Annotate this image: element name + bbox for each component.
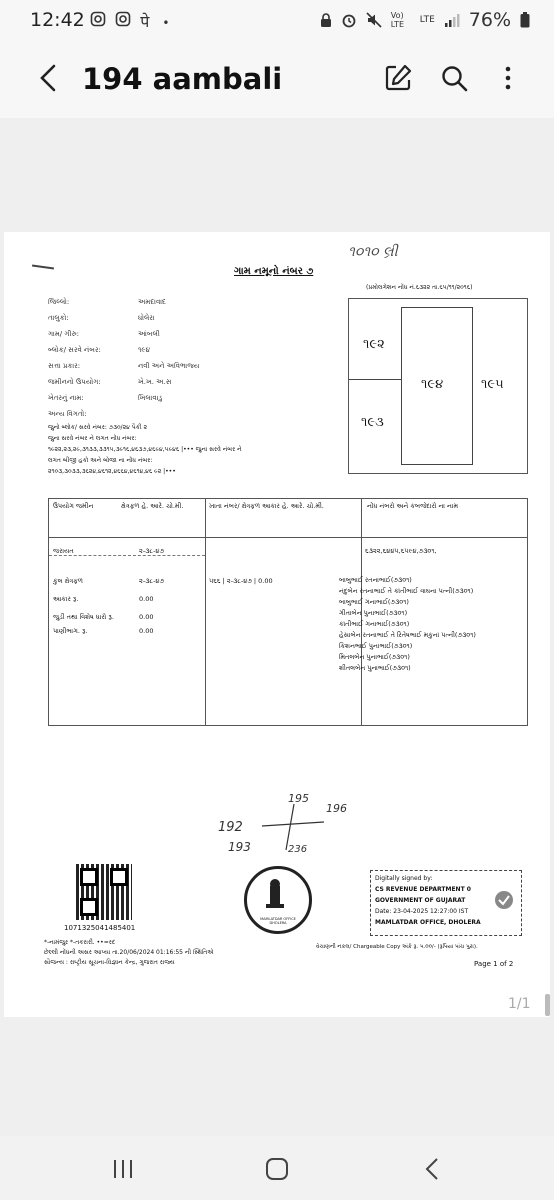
field-value: નવી અને અવિભાજ્ય [138,362,200,370]
field-row [48,378,348,394]
field-value: ખે.ખ. અ.સ [138,378,172,386]
status-time: 12:42 [30,9,85,31]
field-row [48,362,348,378]
recent-apps-icon[interactable] [108,1156,138,1182]
field-row [48,330,348,346]
extra-lines [48,424,348,479]
system-nav-bar [0,1136,554,1200]
row-value: 0.00 [139,627,154,635]
owner-item: બાબુભાઈ રતનાભાઈ(૭૩૦૧) [339,576,412,584]
field-label: ખેતરનું નામ: [48,394,84,402]
owner-item: મિતલબેન પુનાભાઈ(૭૩૦૧) [339,653,410,661]
instagram-icon [90,11,106,27]
table-row [53,577,203,586]
owner-item: બાબુભાઈ ગનાભાઈ(૭૩૦૧) [339,598,409,606]
digital-signature-box [370,870,522,936]
land-table [48,498,528,726]
document-page[interactable] [4,232,550,1017]
field-label: અન્ય વિગતો: [48,410,87,418]
field-label: જિલ્લો: [48,298,70,306]
instagram-icon [115,11,131,27]
document-footer [44,938,524,968]
page-of: Page 1 of 2 [474,960,514,968]
seal-text: MAMLATDAR OFFICE DHOLERA [260,917,296,925]
signature-line: Date: 23-04-2025 12:27:00 IST [375,908,469,915]
mutation-note: (પ્રમોલગેશન નોંધ નં.૬૩૨૨ તા.૬૫/૧૧/૨૦૧૬) [366,284,473,291]
sketch-number: 193 [228,840,251,854]
sketch-number: 196 [326,802,347,815]
field-value: આંબલી [138,330,160,338]
row-value: 0.00 [139,595,154,603]
field-label: જમીનનો ઉપયોગ: [48,378,101,386]
record-fields [48,298,348,424]
edit-icon[interactable] [380,60,416,96]
notes-header: ૬૩૨૨,૬૪૪૫,૬૫૯૪,૭૩૦૧, [365,547,437,555]
field-label: તાલુકો: [48,314,69,322]
table-row [53,547,203,556]
page-indicator: 1/1 [508,996,531,1012]
owner-item: કિશનભાઈ પુનાભાઈ(૭૩૦૧) [339,642,413,650]
sketch-number: 192 [218,820,243,835]
field-value: ધોલેરા [138,314,155,322]
field-label: બ્લોક/ સરવે નંબર: [48,346,101,354]
footer-charge: વેચાણની નકલ/ Chargeable Copy અંકે રૂ. ૫.૦૦/- (રૂપિયા પાંચ પુરા). [316,944,478,950]
battery-text: 76% [468,9,511,31]
khata-entry: ૫૬૬ | ૨-૩૮-૪૭ | 0.00 [209,577,273,585]
search-icon[interactable] [436,60,472,96]
notification-icons [90,10,173,32]
network-label: Vo) LTE [390,11,405,29]
map-label-193: ૧૯૩ [361,415,384,430]
field-row [48,346,348,362]
battery-icon [520,12,530,28]
sketch-number: 236 [288,844,308,855]
qr-finder [80,898,98,916]
plot-map [348,298,528,474]
status-right [320,9,530,31]
owner-item: શીતલબેન પુનાભાઈ(૭૩૦૧) [339,664,411,672]
mamlatdar-seal [244,866,312,934]
qr-number: 1071325041485401 [64,924,136,932]
field-label: સત્તા પ્રકાર: [48,362,81,370]
map-label-195: ૧૯૫ [481,377,504,392]
row-label: જુડી તથા વિશેષ ધારો રૂ. [53,613,114,621]
field-row [48,314,348,330]
row-label: જરાયત [53,547,74,555]
field-value: ખિલાવાડુ [138,394,163,402]
network-label-2: LTE [419,15,435,25]
row-value: 0.00 [139,613,154,621]
owner-item: હેસાબેન રતનાભાઈ તે રિતેષભાઈ મકુનાં પત્ની(૭૩૦૧) [339,631,476,639]
table-header: ક્ષેત્રફળ હે. આરે. ચો.મી. [121,502,184,510]
owner-item: ગીતાબેન પુનાભાઈ(૭૩૦૧) [339,609,408,617]
signal-icon [444,13,460,27]
phonepe-icon: पे [140,12,154,31]
verified-check-icon [493,889,515,911]
map-label-194: ૧૯૪ [421,377,444,392]
table-header-row [49,499,527,538]
table-header: નોંધ નંબરો અને કબજેદારો ના નામ [367,502,459,510]
qr-finder [80,868,98,886]
footer-line: *-નામંજુર *-તકરારી. ••=રદ [44,939,116,946]
signature-line: MAMLATDAR OFFICE, DHOLERA [375,919,481,926]
qr-code [76,864,132,920]
handwritten-dash [32,264,54,269]
signature-line: CS REVENUE DEPARTMENT 0 [375,886,471,893]
table-row [53,627,203,636]
table-header: ખાતા નંબર/ ક્ષેત્રફળ આકાર હે. આરે. ચો.મી. [209,502,324,510]
table-header: ઉપયોગ જમીન [53,502,94,510]
row-label: પાણીભાગ. રૂ. [53,627,88,635]
document-heading: ગામ નમૂનો નંબર ૭ [234,266,314,277]
handwritten-number: ૧૦૧૦ લ્રી [348,244,398,260]
table-row [53,613,203,622]
status-bar [0,0,554,42]
dot-icon: • [162,16,174,30]
field-row [48,410,348,424]
back-icon[interactable] [418,1156,448,1182]
row-value: ૨-૩૮-૪૭ [139,577,164,585]
handwritten-sketch [214,792,364,862]
scroll-thumb[interactable] [545,994,550,1016]
row-label: કુલ ક્ષેત્રફળ [53,577,83,585]
extra-line: લગત બીજી હકો અને બોજા ના નોંધ નંબર: [48,457,153,464]
field-value: ૧૯૪ [138,346,150,354]
home-icon[interactable] [262,1156,292,1182]
extra-line: જુનો બ્લોક/ સરવે નંબર: ૭૩૦/૨૪ પૈકી ૨ [48,424,148,431]
alarm-icon [341,12,357,28]
more-vert-icon[interactable] [490,60,526,96]
back-arrow-icon[interactable] [30,58,70,98]
field-label: ગામ/ ગીરુ: [48,330,79,338]
signature-line: Digitally signed by: [375,875,433,882]
map-label-192: ૧૯૨ [363,337,385,352]
plot-divider [349,379,401,380]
app-bar [0,42,554,118]
owner-item: નંદુબેન રતનાભાઈ તે કાંતીભાઈ વાઘના પત્ની(૭૩૦૧) [339,587,474,595]
col-divider [205,499,206,725]
row-value: ૨-૩૮-૪૭ [139,547,164,555]
owner-item: કાંતીભાઈ ગનાભાઈ(૭૩૦૧) [339,620,410,628]
field-row [48,298,348,314]
footer-line: સૌજન્ય : રાષ્ટ્રીય સૂચના-વિજ્ઞાન કેન્દ્ર, ગુજરાત રાજ્ય [44,959,175,966]
mute-icon [366,12,382,28]
field-row [48,394,348,410]
sketch-cross [214,792,364,862]
extra-line: જુના સરવે નંબર ને લગત નોંધ નંબર: [48,435,137,442]
extra-line: ૧૯૨૨,૨૩,૨૯,૩૧૩૩,૩૩૧૫,૩૯૧૬,૪૬૩૭,૪૬૯૪,૫૯૪૬ |••• જુના સરવે નંબર ને [48,446,242,453]
row-label: આકાર રૂ. [53,595,79,603]
owners-list [339,575,499,674]
sketch-number: 195 [288,792,309,805]
page-title: 194 aambali [82,62,283,96]
extra-line: ૨૧૦૩,૩૦૩૩,૩૬૨૪,૪૬૧૨,૪૬૬૪,૪૬૧૪,૪૬ ૯૨ |••• [48,468,176,475]
qr-finder [110,868,128,886]
footer-line: છેલ્લી નોંધની અસર આપ્યા તા.20/06/2024 01:16:55 ની સ્થિતિએ [44,949,214,956]
field-value: અમદાવાદ [138,298,166,306]
lock-icon [320,13,332,28]
table-row [53,595,203,604]
signature-line: GOVERNMENT OF GUJARAT [375,897,466,904]
